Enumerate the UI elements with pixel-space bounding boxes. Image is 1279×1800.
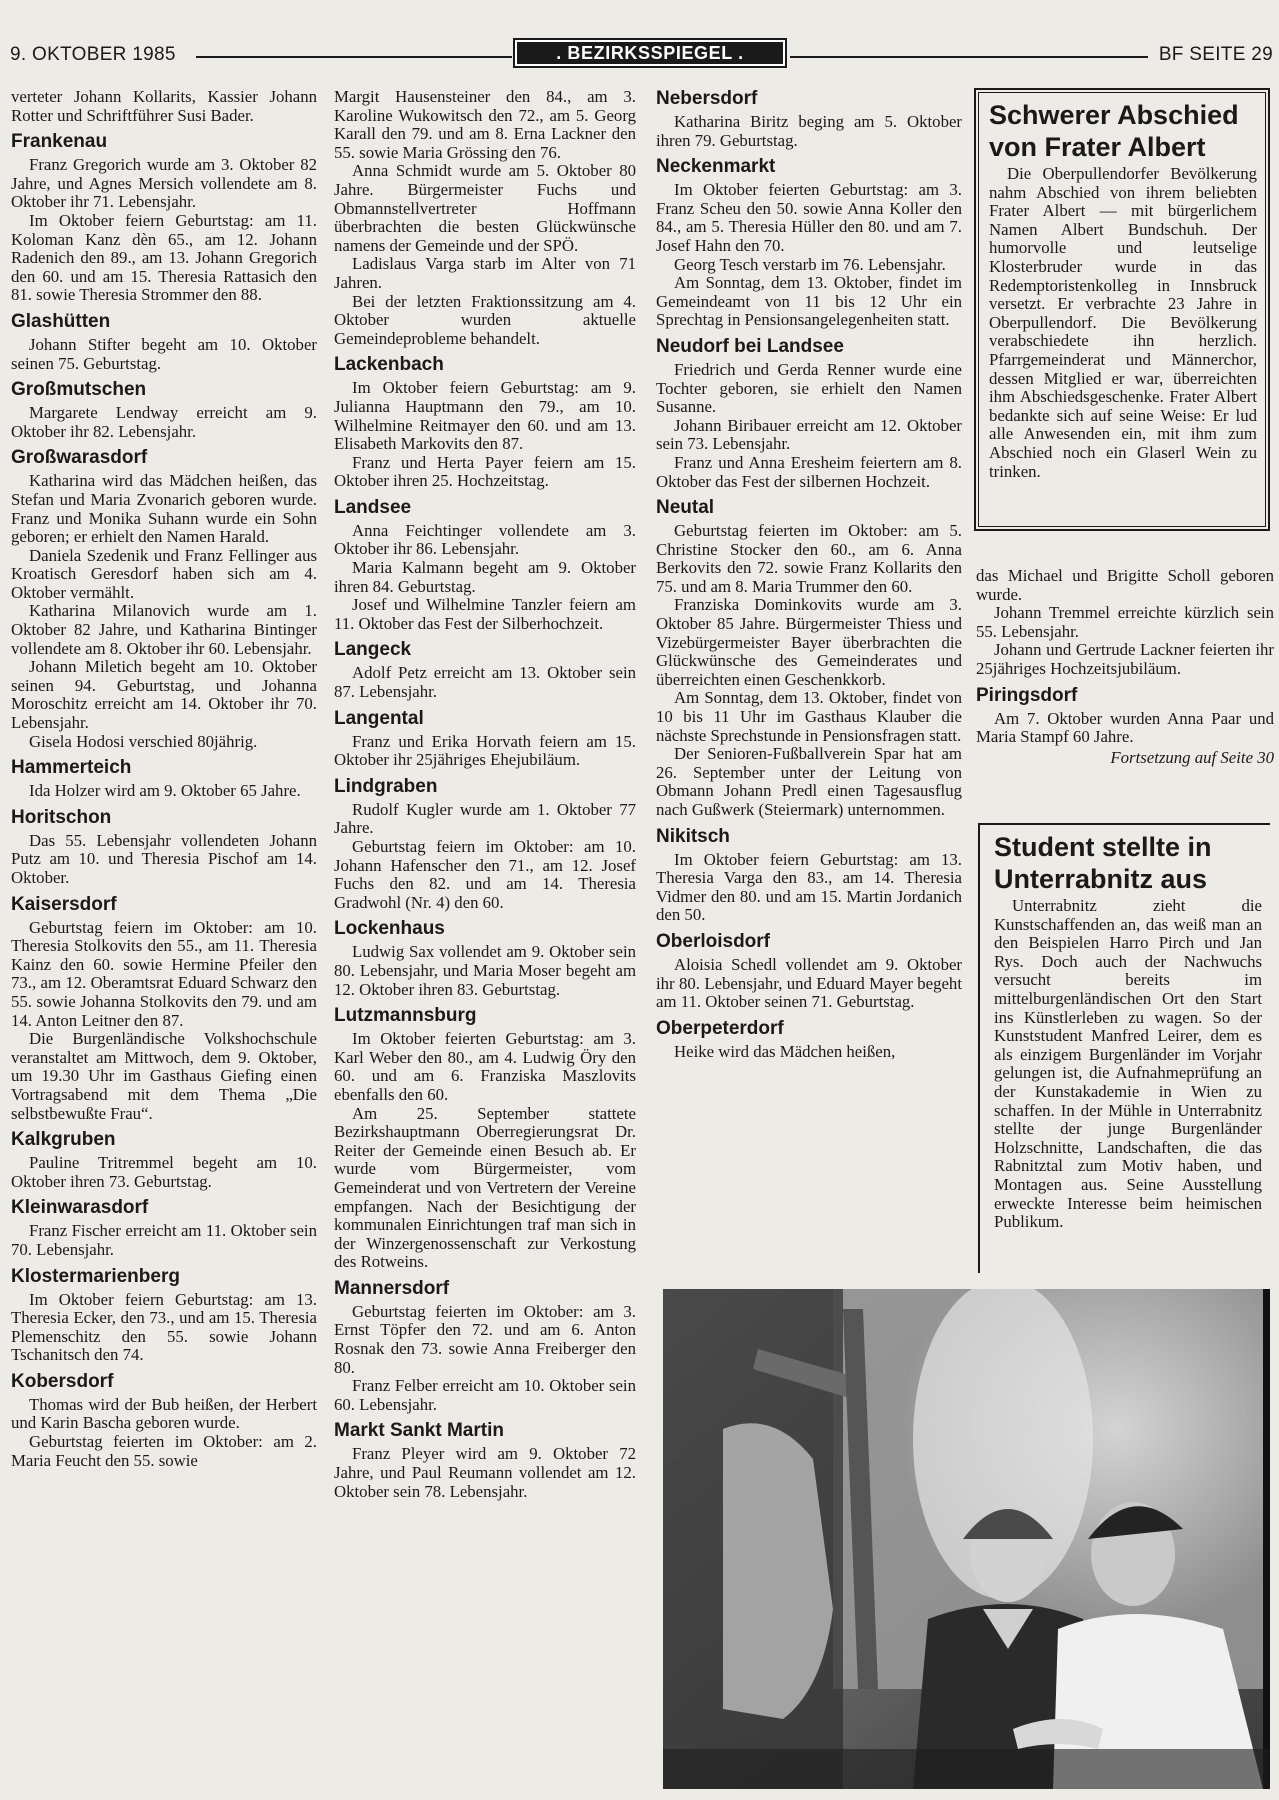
news-paragraph: Anna Feichtinger vollendete am 3. Oktober ihr 86. Lebensjahr. [334,520,636,559]
news-paragraph: Franziska Dominkovits wurde am 3. Oktober 85 Jahre. Bürgermeister Thiess und Vizebürgermeister Bayer überbrachten die Glückwünsche des Gemeinderates und überreichten einen Geschenkkorb. [656,595,962,689]
news-paragraph: Ludwig Sax vollendet am 9. Oktober sein 80. Lebensjahr, und Maria Moser begeht am 12. Oktober ihren 83. Geburtstag. [334,942,636,999]
news-paragraph: Im Oktober feierten Geburtstag: am 3. Franz Scheu den 50. sowie Anna Koller den 84., am 5. Theresia Hüller den 80. und am 7. Josef Hahn den 70. [656,180,962,255]
locality-heading: Kleinwarasdorf [11,1197,149,1219]
locality-heading: Kobersdorf [11,1370,114,1392]
news-paragraph: Katharina Biritz beging am 5. Oktober ihren 79. Geburtstag. [656,112,962,150]
news-paragraph: Georg Tesch verstarb im 76. Lebensjahr. [674,254,946,274]
locality-heading: Lutzmannsburg [334,1005,477,1027]
news-paragraph: das Michael und Brigitte Scholl geboren wurde. [976,566,1274,604]
news-paragraph: Josef und Wilhelmine Tanzler feiern am 11. Oktober das Fest der Silberhochzeit. [334,595,636,633]
column-2 [334,88,636,1501]
locality-heading: Frankenau [11,131,108,153]
news-paragraph: Im Oktober feiern Geburtstag: am 9. Julianna Hauptmann den 79., am 10. Wilhelmine Reitmayer den 60. und am 13. Elisabeth Markovits den 87. [334,378,636,454]
news-paragraph: Franz Gregorich wurde am 3. Oktober 82 Jahre, und Agnes Mersich vollendete am 8. Oktober ihr 71. Lebensjahr. [11,155,317,212]
news-paragraph: Maria Kalmann begeht am 9. Oktober ihren 84. Geburtstag. [334,558,636,596]
news-paragraph: Bei der letzten Fraktionssitzung am 4. Oktober wurden aktuelle Gemeindeprobleme behandelt. [334,291,636,348]
locality-heading: Neudorf bei Landsee [656,335,844,357]
news-paragraph: Die Burgenländische Volkshochschule veranstaltet am Mittwoch, dem 9. Oktober, um 19.30 Uhr im Gasthaus Giefing einen Vortragsabend mit dem Thema „Die selbstbewußte Frau“. [11,1029,317,1123]
news-paragraph: Rudolf Kugler wurde am 1. Oktober 77 Jahre. [334,799,636,838]
locality-heading: Langental [334,707,424,729]
news-paragraph: Heike wird das Mädchen heißen, [674,1041,896,1061]
news-paragraph: Im Oktober feierten Geburtstag: am 3. Karl Weber den 80., am 4. Ludwig Öry den 60. und am 6. Franziska Maszlovits ebenfalls den 60. [334,1029,636,1104]
news-paragraph: Am Sonntag, dem 13. Oktober, findet von 10 bis 11 Uhr im Gasthaus Klauber die nächste Sprechstunde in Pensionsfragen statt. [656,688,962,745]
locality-heading: Oberpeterdorf [656,1017,784,1039]
news-paragraph: Ladislaus Varga starb im Alter von 71 Jahren. [334,254,636,292]
news-paragraph: Am 25. September stattete Bezirkshauptmann Oberregierungsrat Dr. Reiter der Gemeinde einen Besuch ab. Er wurde vom Bürgermeister, vom Gemeinderat und von Vertretern der Vereine empfangen. Nach der Besichtigung der kommunalen Einrichtungen traf man sich in der Winzergenossenschaft zur Verkostung des Rotweins. [334,1103,636,1272]
box-rule-top [978,823,1270,825]
locality-heading: Nikitsch [656,825,730,847]
news-paragraph: Margit Hausensteiner den 84., am 3. Karoline Wukowitsch den 72., am 5. Georg Karall den 79. und am 8. Erna Lackner den 55. sowie Maria Grössing den 76. [334,87,636,162]
article-body: Unterrabnitz zieht die Kunstschaffenden an, das weiß man an den Beispielen Harro Pirch und Jan Rys. Doch auch der Nachwuchs versucht bereits im mittelburgenländischen Ort den Start ins Künstlerleben zu wagen. So der Kunststudent Manfred Leirer, dem es als einzigem Burgenländer im Vorjahr gelungen ist, die Aufnahmeprüfung an der Kunstakademie in Wien zu schaffen. In der Mühle in Unterrabnitz stellte der junge Burgenländer Holzschnitte, Landschaften, die das Rabnitztal zum Motiv haben, und Montagen aus. Seine Ausstellung erweckte Interesse beim heimischen Publikum. [994,896,1262,1232]
locality-heading: Mannersdorf [334,1277,450,1299]
locality-heading: Markt Sankt Martin [334,1420,504,1442]
column-4 [976,567,1274,767]
news-paragraph: Franz und Herta Payer feiern am 15. Oktober ihren 25. Hochzeitstag. [334,452,636,491]
locality-heading: Großwarasdorf [11,447,148,469]
locality-heading: Lackenbach [334,354,444,376]
news-paragraph: Im Oktober feiern Geburtstag: am 11. Koloman Kanz dèn 65., am 12. Johann Radenich den 89., am 13. Johann Gregorich den 60. und am 15. Theresia Rattasich den 81. sowie Theresia Strommer den 88. [11,210,317,305]
locality-heading: Glashütten [11,310,111,332]
news-paragraph: Gisela Hodosi verschied 80jährig. [29,731,258,751]
locality-heading: Lindgraben [334,775,438,797]
news-paragraph: Das 55. Lebensjahr vollendeten Johann Putz am 10. und Theresia Pischof am 14. Oktober. [11,830,317,887]
news-paragraph: Franz und Erika Horvath feiern am 15. Oktober ihr 25jähriges Ehejubiläum. [334,731,636,770]
news-paragraph: Am 7. Oktober wurden Anna Paar und Maria Stampf 60 Jahre. [976,708,1274,747]
locality-heading: Langeck [334,639,412,661]
page-header [10,38,1273,74]
news-paragraph: Franz Felber erreicht am 10. Oktober sein 60. Lebensjahr. [334,1376,636,1414]
header-rule-left [196,56,512,58]
column-4-items [976,567,1274,747]
news-paragraph: Margarete Lendway erreicht am 9. Oktober ihr 82. Lebensjahr. [11,403,317,441]
news-paragraph: Aloisia Schedl vollendet am 9. Oktober ihr 80. Lebensjahr, und Eduard Mayer begeht am 11. Oktober seinen 71. Geburtstag. [656,954,962,1012]
news-paragraph: Anna Schmidt wurde am 5. Oktober 80 Jahre. Bürgermeister Fuchs und Obmannstellvertreter Hoffmann überbrachten die besten Glückwünsche namens der Gemeinde und der SPÖ. [334,161,636,255]
locality-heading: Klostermarienberg [11,1265,180,1287]
news-paragraph: Geburtstag feiern im Oktober: am 10. Johann Hafenscher den 71., am 12. Josef Fuchs den 82. und am 14. Theresia Gradwohl (Nr. 4) den 60. [334,837,636,912]
article-headline: Student stellte in Unterrabnitz aus [994,832,1212,894]
news-paragraph: Pauline Tritremmel begeht am 10. Oktober ihren 73. Geburtstag. [11,1153,317,1191]
section-banner [513,38,787,68]
article-box-student [978,823,1270,1273]
news-paragraph: Katharina wird das Mädchen heißen, das Stefan und Maria Zvonarich geboren wurde. Franz und Monika Suhann wurde ein Sohn geboren; er erhielt den Namen Harald. [11,471,317,547]
locality-heading: Horitschon [11,806,112,828]
news-paragraph: verteter Johann Kollarits, Kassier Johann Rotter und Schriftführer Susi Bader. [11,87,317,125]
news-paragraph: Johann Stifter begeht am 10. Oktober seinen 75. Geburtstag. [11,334,317,373]
continuation-note: Fortsetzung auf Seite 30 [1110,747,1274,767]
locality-heading: Kalkgruben [11,1129,116,1151]
news-paragraph: Katharina Milanovich wurde am 1. Oktober 82 Jahre, und Katharina Bintinger vollendete am 8. Oktober ihr 60. Lebensjahr. [11,601,317,658]
news-paragraph: Johann Miletich begeht am 10. Oktober seinen 94. Geburtstag, und Johanna Moroschitz erreicht am 14. Oktober ihr 70. Lebensjahr. [11,657,317,733]
news-paragraph: Im Oktober feiern Geburtstag: am 13. Theresia Varga den 83., am 14. Theresia Vidmer den 80. und am 15. Martin Jordanich den 50. [656,849,962,925]
news-paragraph: Johann Biribauer erreicht am 12. Oktober sein 73. Lebensjahr. [656,415,962,454]
box-rule-left [978,823,980,1273]
locality-heading: Kaisersdorf [11,893,117,915]
news-paragraph: Der Senioren-Fußballverein Spar hat am 26. September unter der Leitung von Obmann Johann Predl einen Tagesausflug nach Gußwerk (Steiermark) unternommen. [656,744,962,819]
news-paragraph: Im Oktober feiern Geburtstag: am 13. Theresia Ecker, den 73., und am 15. Theresia Plemenschitz den 55. sowie Johann Tschanitsch den 74. [11,1289,317,1365]
article-box-frater-albert [974,88,1270,531]
locality-heading: Hammerteich [11,757,132,779]
news-paragraph: Geburtstag feierten im Oktober: am 2. Maria Feucht den 55. sowie [11,1432,317,1470]
news-paragraph: Ida Holzer wird am 9. Oktober 65 Jahre. [29,781,301,801]
news-paragraph: Daniela Szedenik und Franz Fellinger aus Kroatisch Geresdorf haben sich am 4. Oktober vermählt. [11,545,317,602]
news-paragraph: Franz Fischer erreicht am 11. Oktober sein 70. Lebensjahr. [11,1221,317,1259]
photo-illustration [663,1289,1270,1789]
column-1 [11,88,317,1470]
news-paragraph: Am Sonntag, dem 13. Oktober, findet im Gemeindeamt von 11 bis 12 Uhr ein Sprechtag in Pensionsangelegenheiten statt. [656,273,962,330]
article-headline: Schwerer Abschied von Frater Albert [989,100,1239,162]
column-3 [656,88,962,1061]
locality-heading: Lockenhaus [334,918,445,940]
news-photo [663,1289,1270,1789]
locality-heading: Piringsdorf [976,684,1078,706]
news-paragraph: Friedrich und Gerda Renner wurde eine Tochter geboren, sie erhielt den Namen Susanne. [656,359,962,417]
news-paragraph: Geburtstag feierten im Oktober: am 3. Ernst Töpfer den 72. und am 6. Anton Rosnak den 73. sowie Anna Freiberger den 80. [334,1301,636,1377]
page-number: BF SEITE 29 [1158,44,1273,65]
news-paragraph: Geburtstag feiern im Oktober: am 10. Theresia Stolkovits den 55., am 11. Theresia Kainz den 60. sowie Hermine Pfeiler den 73., am 12. Oberamtsrat Eduard Schwarz den 55. sowie Johanna Stolkovits den 79. und am 14. Anton Leitner den 87. [11,917,317,1030]
news-paragraph: Adolf Petz erreicht am 13. Oktober sein 87. Lebensjahr. [334,663,636,702]
locality-heading: Nebersdorf [656,88,758,109]
locality-heading: Neckenmarkt [656,156,776,178]
news-paragraph: Franz und Anna Eresheim feiertern am 8. Oktober das Fest der silbernen Hochzeit. [656,452,962,491]
header-rule-right [790,56,1148,58]
section-title: . BEZIRKSSPIEGEL . [517,42,783,64]
locality-heading: Neutal [656,497,715,519]
locality-heading: Oberloisdorf [656,930,771,952]
news-paragraph: Geburtstag feierten im Oktober: am 5. Christine Stocker den 60., am 6. Anna Berkovits den 72. sowie Franz Kollarits den 75. und am 8. Maria Trummer den 60. [656,521,962,596]
news-paragraph: Johann und Gertrude Lackner feierten ihr 25jähriges Hochzeitsjubiläum. [976,640,1274,678]
news-paragraph: Franz Pleyer wird am 9. Oktober 72 Jahre, und Paul Reumann vollendet am 12. Oktober sein 78. Lebensjahr. [334,1444,636,1501]
locality-heading: Großmutschen [11,379,147,401]
news-paragraph: Johann Tremmel erreichte kürzlich sein 55. Lebensjahr. [976,603,1274,641]
news-paragraph: Thomas wird der Bub heißen, der Herbert und Karin Bascha geboren wurde. [11,1394,317,1433]
article-body: Die Oberpullendorfer Bevölkerung nahm Abschied von ihrem beliebten Frater Albert — mit bürgerlichem Namen Albert Bundschuh. Der humorvolle und leutselige Klosterbruder wurde in das Redemptoristenkolleg in Innsbruck versetzt. Er verbrachte 23 Jahre in Oberpullendorf. Die Bevölkerung verabschiedete ihn herzlich. Pfarrgemeinderat und Männerchor, dessen Mitglied er war, überreichten ihm Abschiedsgeschenke. Frater Albert bedankte sich auf seine Weise: Er lud alle Anwesenden ein, mit ihm zum Abschied noch ein Glaserl Wein zu trinken. [989,164,1257,481]
locality-heading: Landsee [334,496,412,518]
issue-date: 9. OKTOBER 1985 [10,44,176,65]
